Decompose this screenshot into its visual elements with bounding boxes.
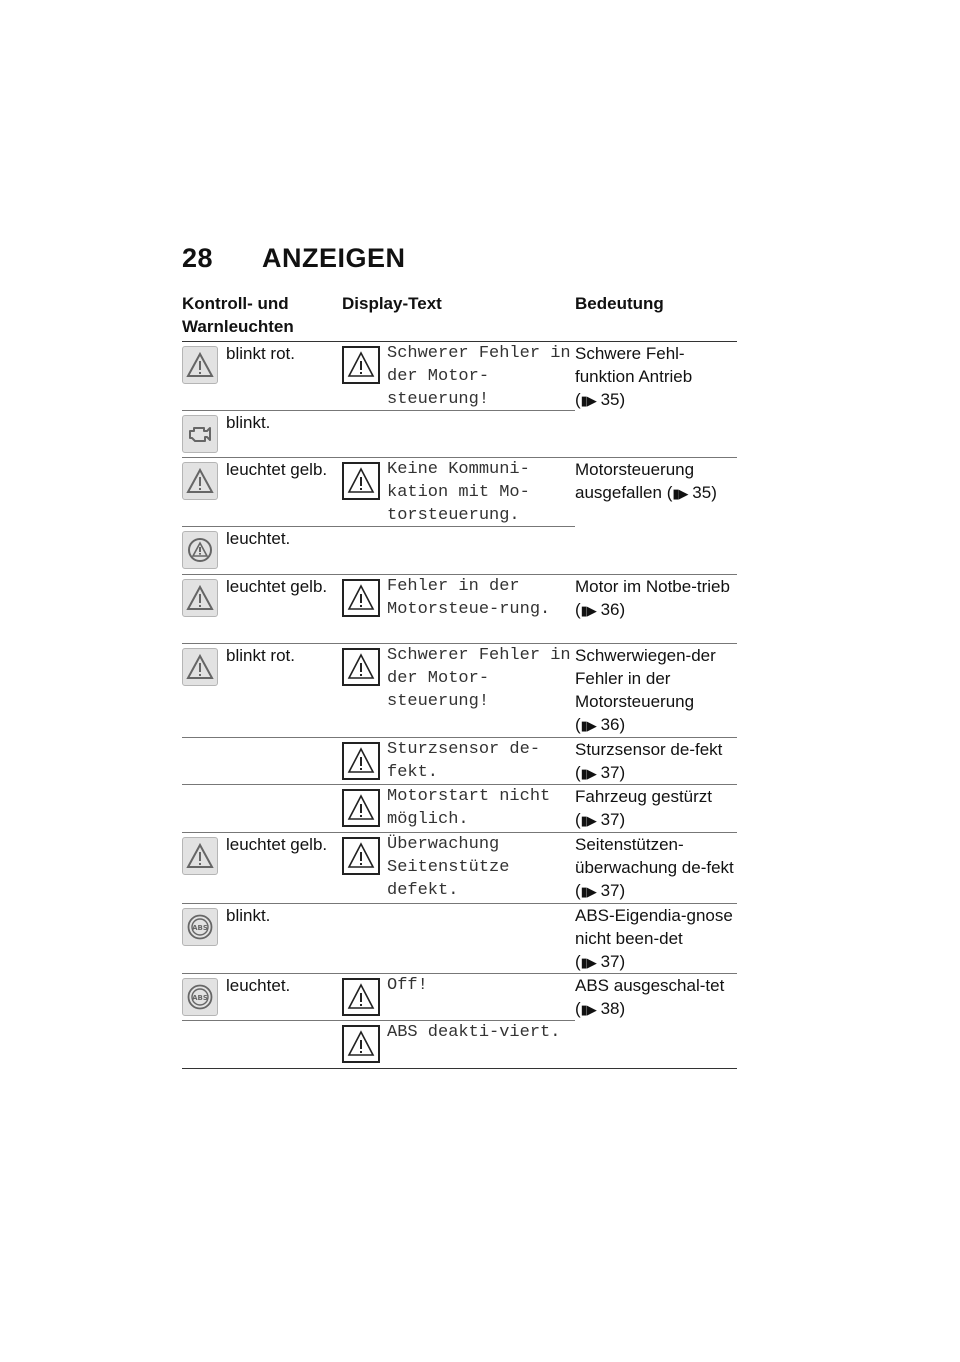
meaning-label: Fahrzeug gestürzt — [575, 787, 713, 806]
arrow-right-icon: ▮▶ — [580, 603, 596, 618]
arrow-right-icon: ▮▶ — [672, 486, 688, 501]
meaning-text — [575, 644, 737, 737]
page-reference-number: 35 — [600, 390, 620, 409]
display-text: ABS deakti-viert. — [387, 1023, 561, 1042]
page-reference-number: 37 — [600, 881, 620, 900]
warning-triangle-icon — [342, 837, 380, 875]
arrow-right-icon: ▮▶ — [580, 955, 596, 970]
meaning-text — [575, 458, 737, 505]
arrow-right-icon: ▮▶ — [580, 1002, 596, 1017]
page-reference[interactable]: (▮▶ 36) — [575, 715, 625, 734]
warning-triangle-icon — [182, 579, 218, 617]
circle-warning-icon — [182, 531, 218, 569]
page-number: 28 — [182, 243, 214, 273]
meaning-text — [575, 833, 737, 903]
page-reference[interactable]: (▮▶ 37) — [575, 881, 625, 900]
warning-triangle-icon — [342, 978, 380, 1016]
display-text: Keine Kommuni-kation mit Mo-torsteuerung. — [387, 460, 530, 525]
page-reference[interactable]: (▮▶ 37) — [575, 952, 625, 971]
meaning-text — [575, 738, 737, 785]
column-header-lamp: Kontroll- und Warnleuchten — [182, 294, 294, 336]
meaning-label: Schwerwiegen-der Fehler in der Motorsteuerung — [575, 646, 716, 711]
warning-triangle-icon — [342, 648, 380, 686]
page-reference-number: 37 — [600, 952, 620, 971]
page-reference[interactable]: (▮▶ 37) — [575, 810, 625, 829]
meaning-label: Seitenstützen-überwachung de-fekt — [575, 835, 734, 877]
meaning-text — [575, 575, 737, 622]
warning-triangle-icon — [182, 346, 218, 384]
page-reference-number: 37 — [600, 763, 620, 782]
arrow-right-icon: ▮▶ — [580, 718, 596, 733]
lamp-status: blinkt. — [226, 906, 271, 925]
meaning-text — [575, 785, 737, 832]
page-reference[interactable]: (▮▶ 36) — [575, 600, 625, 619]
lamp-status: blinkt. — [226, 413, 271, 432]
display-text: Fehler in der Motorsteue-rung. — [387, 577, 551, 619]
display-text: Überwachung Seitenstütze defekt. — [387, 835, 510, 900]
meaning-label: ABS ausgeschal-tet — [575, 976, 725, 995]
table-bottom-rule — [182, 1068, 737, 1069]
page-reference[interactable]: (▮▶ 35) — [667, 483, 717, 502]
svg-text:ABS: ABS — [192, 994, 208, 1002]
warning-triangle-icon — [182, 462, 218, 500]
section-title: ANZEIGEN — [262, 243, 406, 273]
lamp-status: blinkt rot. — [226, 344, 295, 363]
meaning-text — [575, 904, 737, 974]
warning-triangle-icon — [342, 462, 380, 500]
svg-text:ABS: ABS — [192, 924, 208, 932]
meaning-label: Motorsteuerung ausgefallen — [575, 460, 695, 502]
warning-triangle-icon — [342, 1025, 380, 1063]
page-reference[interactable]: (▮▶ 37) — [575, 763, 625, 782]
arrow-right-icon: ▮▶ — [580, 393, 596, 408]
display-text: Schwerer Fehler in der Motor-steuerung! — [387, 646, 571, 711]
lamp-status: leuchtet gelb. — [226, 460, 328, 479]
warning-triangle-icon — [342, 346, 380, 384]
page-reference-number: 37 — [600, 810, 620, 829]
arrow-right-icon: ▮▶ — [580, 884, 596, 899]
page-reference[interactable]: (▮▶ 35) — [575, 390, 625, 409]
warning-triangle-icon — [182, 648, 218, 686]
page-reference-number: 35 — [692, 483, 712, 502]
lamp-status: leuchtet gelb. — [226, 835, 328, 854]
abs-icon — [182, 908, 218, 946]
meaning-label: Motor im Notbe-trieb — [575, 577, 730, 596]
display-text: Off! — [387, 976, 428, 995]
arrow-right-icon: ▮▶ — [580, 813, 596, 828]
display-text: Motorstart nicht möglich. — [387, 787, 551, 829]
page-reference-number: 38 — [600, 999, 620, 1018]
meaning-text — [575, 342, 737, 412]
warning-triangle-icon — [342, 789, 380, 827]
warning-triangle-icon — [342, 579, 380, 617]
arrow-right-icon: ▮▶ — [580, 766, 596, 781]
meaning-label: Schwere Fehl-funktion Antrieb — [575, 344, 693, 386]
page-reference-number: 36 — [600, 715, 620, 734]
lamp-status: leuchtet. — [226, 529, 291, 548]
meaning-label: Sturzsensor de-fekt — [575, 740, 723, 759]
abs-icon — [182, 978, 218, 1016]
lamp-status: leuchtet. — [226, 976, 291, 995]
display-text: Sturzsensor de-fekt. — [387, 740, 541, 782]
warning-triangle-icon — [182, 837, 218, 875]
column-header-display: Display-Text — [342, 294, 442, 313]
meaning-text — [575, 974, 737, 1021]
lamp-status: leuchtet gelb. — [226, 577, 328, 596]
meaning-label: ABS-Eigendia-gnose nicht been-det — [575, 906, 733, 948]
page-header — [182, 243, 406, 274]
engine-icon — [182, 415, 218, 453]
display-text: Schwerer Fehler in der Motor-steuerung! — [387, 344, 571, 409]
lamp-status: blinkt rot. — [226, 646, 295, 665]
column-header-meaning: Bedeutung — [575, 294, 664, 313]
page-reference[interactable]: (▮▶ 38) — [575, 999, 625, 1018]
warning-triangle-icon — [342, 742, 380, 780]
page-reference-number: 36 — [600, 600, 620, 619]
